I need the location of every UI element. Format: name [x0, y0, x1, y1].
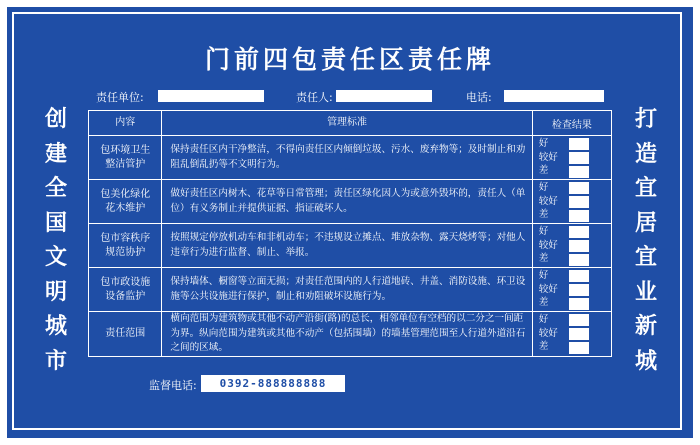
person-label: 责任人: — [296, 91, 333, 104]
row-standard: 保持责任区内干净整洁，不得向责任区内倾倒垃圾、污水、废弃物等；及时制止和劝阻乱倒乱扔等不文明行为。 — [162, 136, 532, 180]
right-slogan-char: 居 — [634, 210, 657, 236]
check-option-label: 好 — [538, 226, 549, 237]
check-box[interactable] — [569, 152, 589, 164]
table-row — [89, 224, 612, 268]
check-box[interactable] — [569, 254, 589, 266]
left-slogan-char: 文 — [44, 245, 67, 270]
row-check — [532, 180, 611, 224]
row-category: 包美化绿化 花木维护 — [89, 180, 162, 224]
header-content: 内容 — [89, 111, 162, 136]
check-option-label: 较好 — [538, 327, 558, 339]
check-option-label: 较好 — [538, 283, 558, 295]
left-slogan — [42, 103, 70, 379]
phone-field[interactable] — [504, 90, 604, 102]
row-check — [532, 136, 611, 180]
right-slogan-char: 新 — [634, 314, 657, 339]
left-slogan-char: 城 — [44, 314, 67, 339]
unit-field[interactable] — [158, 90, 264, 102]
check-option-label: 差 — [538, 341, 549, 353]
check-option-label: 好 — [538, 182, 549, 193]
row-category: 责任范围 — [89, 312, 162, 357]
table-row — [89, 268, 612, 312]
check-option-label: 差 — [538, 209, 549, 220]
check-box[interactable] — [569, 342, 589, 354]
check-box[interactable] — [569, 182, 589, 194]
row-check — [532, 312, 611, 357]
table-row — [89, 180, 612, 224]
check-box[interactable] — [569, 328, 589, 340]
check-box[interactable] — [569, 270, 589, 282]
table-header-row — [89, 111, 612, 136]
table-row — [89, 136, 612, 180]
responsibility-table — [88, 110, 612, 357]
check-option-label: 好 — [538, 314, 549, 326]
check-option-label: 较好 — [538, 195, 558, 207]
check-box[interactable] — [569, 138, 589, 150]
right-slogan-char: 宜 — [634, 176, 657, 201]
check-box[interactable] — [569, 166, 589, 178]
row-check — [532, 268, 611, 312]
header-check: 检查结果 — [532, 111, 611, 136]
left-slogan-char: 明 — [44, 279, 67, 305]
row-standard: 按照规定停放机动车和非机动车；不违规设立摊点、堆放杂物、露天烧烤等；对他人违章行为进行监督、制止、举报。 — [162, 224, 532, 268]
person-field[interactable] — [336, 90, 432, 102]
row-category: 包环境卫生 整洁管护 — [89, 136, 162, 180]
check-box[interactable] — [569, 226, 589, 238]
check-option-label: 较好 — [538, 151, 558, 163]
row-category: 包市政设施 设备监护 — [89, 268, 162, 312]
right-slogan-char: 宜 — [634, 245, 657, 270]
check-box[interactable] — [569, 210, 589, 222]
left-slogan-char: 市 — [44, 348, 67, 374]
check-option-label: 差 — [538, 165, 549, 176]
check-option-label: 差 — [538, 253, 549, 264]
check-box[interactable] — [569, 314, 589, 326]
header-standard: 管理标准 — [162, 111, 532, 136]
table-row — [89, 312, 612, 357]
check-option-label: 差 — [538, 297, 549, 308]
check-option-label: 好 — [538, 138, 549, 149]
right-slogan-char: 城 — [634, 348, 657, 374]
phone-label: 电话: — [466, 91, 492, 104]
info-row — [88, 86, 612, 106]
unit-label: 责任单位: — [96, 91, 144, 104]
check-box[interactable] — [569, 298, 589, 310]
supervise-label: 监督电话: — [149, 379, 197, 392]
row-standard: 保持墙体、橱窗等立面无损；对责任范围内的人行道地砖、井盖、消防设施、环卫设施等公共设施进行保护，制止和劝阻破坏设施行为。 — [162, 268, 532, 312]
right-slogan — [632, 103, 660, 379]
right-slogan-char: 业 — [634, 279, 657, 305]
check-box[interactable] — [569, 240, 589, 252]
left-slogan-char: 国 — [44, 210, 67, 236]
row-check — [532, 224, 611, 268]
supervise-phone: 0392-888888888 — [201, 375, 345, 392]
right-slogan-char: 打 — [634, 107, 657, 132]
check-box[interactable] — [569, 284, 589, 296]
left-slogan-char: 建 — [44, 141, 67, 167]
row-category: 包市容秩序 规范协护 — [89, 224, 162, 268]
row-standard: 做好责任区内树木、花草等日常管理；责任区绿化因人为或意外毁坏的，责任人（单位）有义务制止并提供证据、指证破坏人。 — [162, 180, 532, 224]
sign-title: 门前四包责任区责任牌 — [204, 45, 495, 74]
row-standard: 横向范围为建筑物或其他不动产沿街(路)的总长，相邻单位有空档的以二分之一间距为界。纵向范围为建筑或其他不动产（包括围墙）的墙基管理范围至人行道外道沿石之间的区域。 — [162, 312, 532, 357]
left-slogan-char: 全 — [44, 176, 67, 201]
right-slogan-char: 造 — [634, 141, 657, 167]
left-slogan-char: 创 — [44, 107, 67, 132]
check-box[interactable] — [569, 196, 589, 208]
check-option-label: 好 — [538, 270, 549, 281]
check-option-label: 较好 — [538, 239, 558, 251]
